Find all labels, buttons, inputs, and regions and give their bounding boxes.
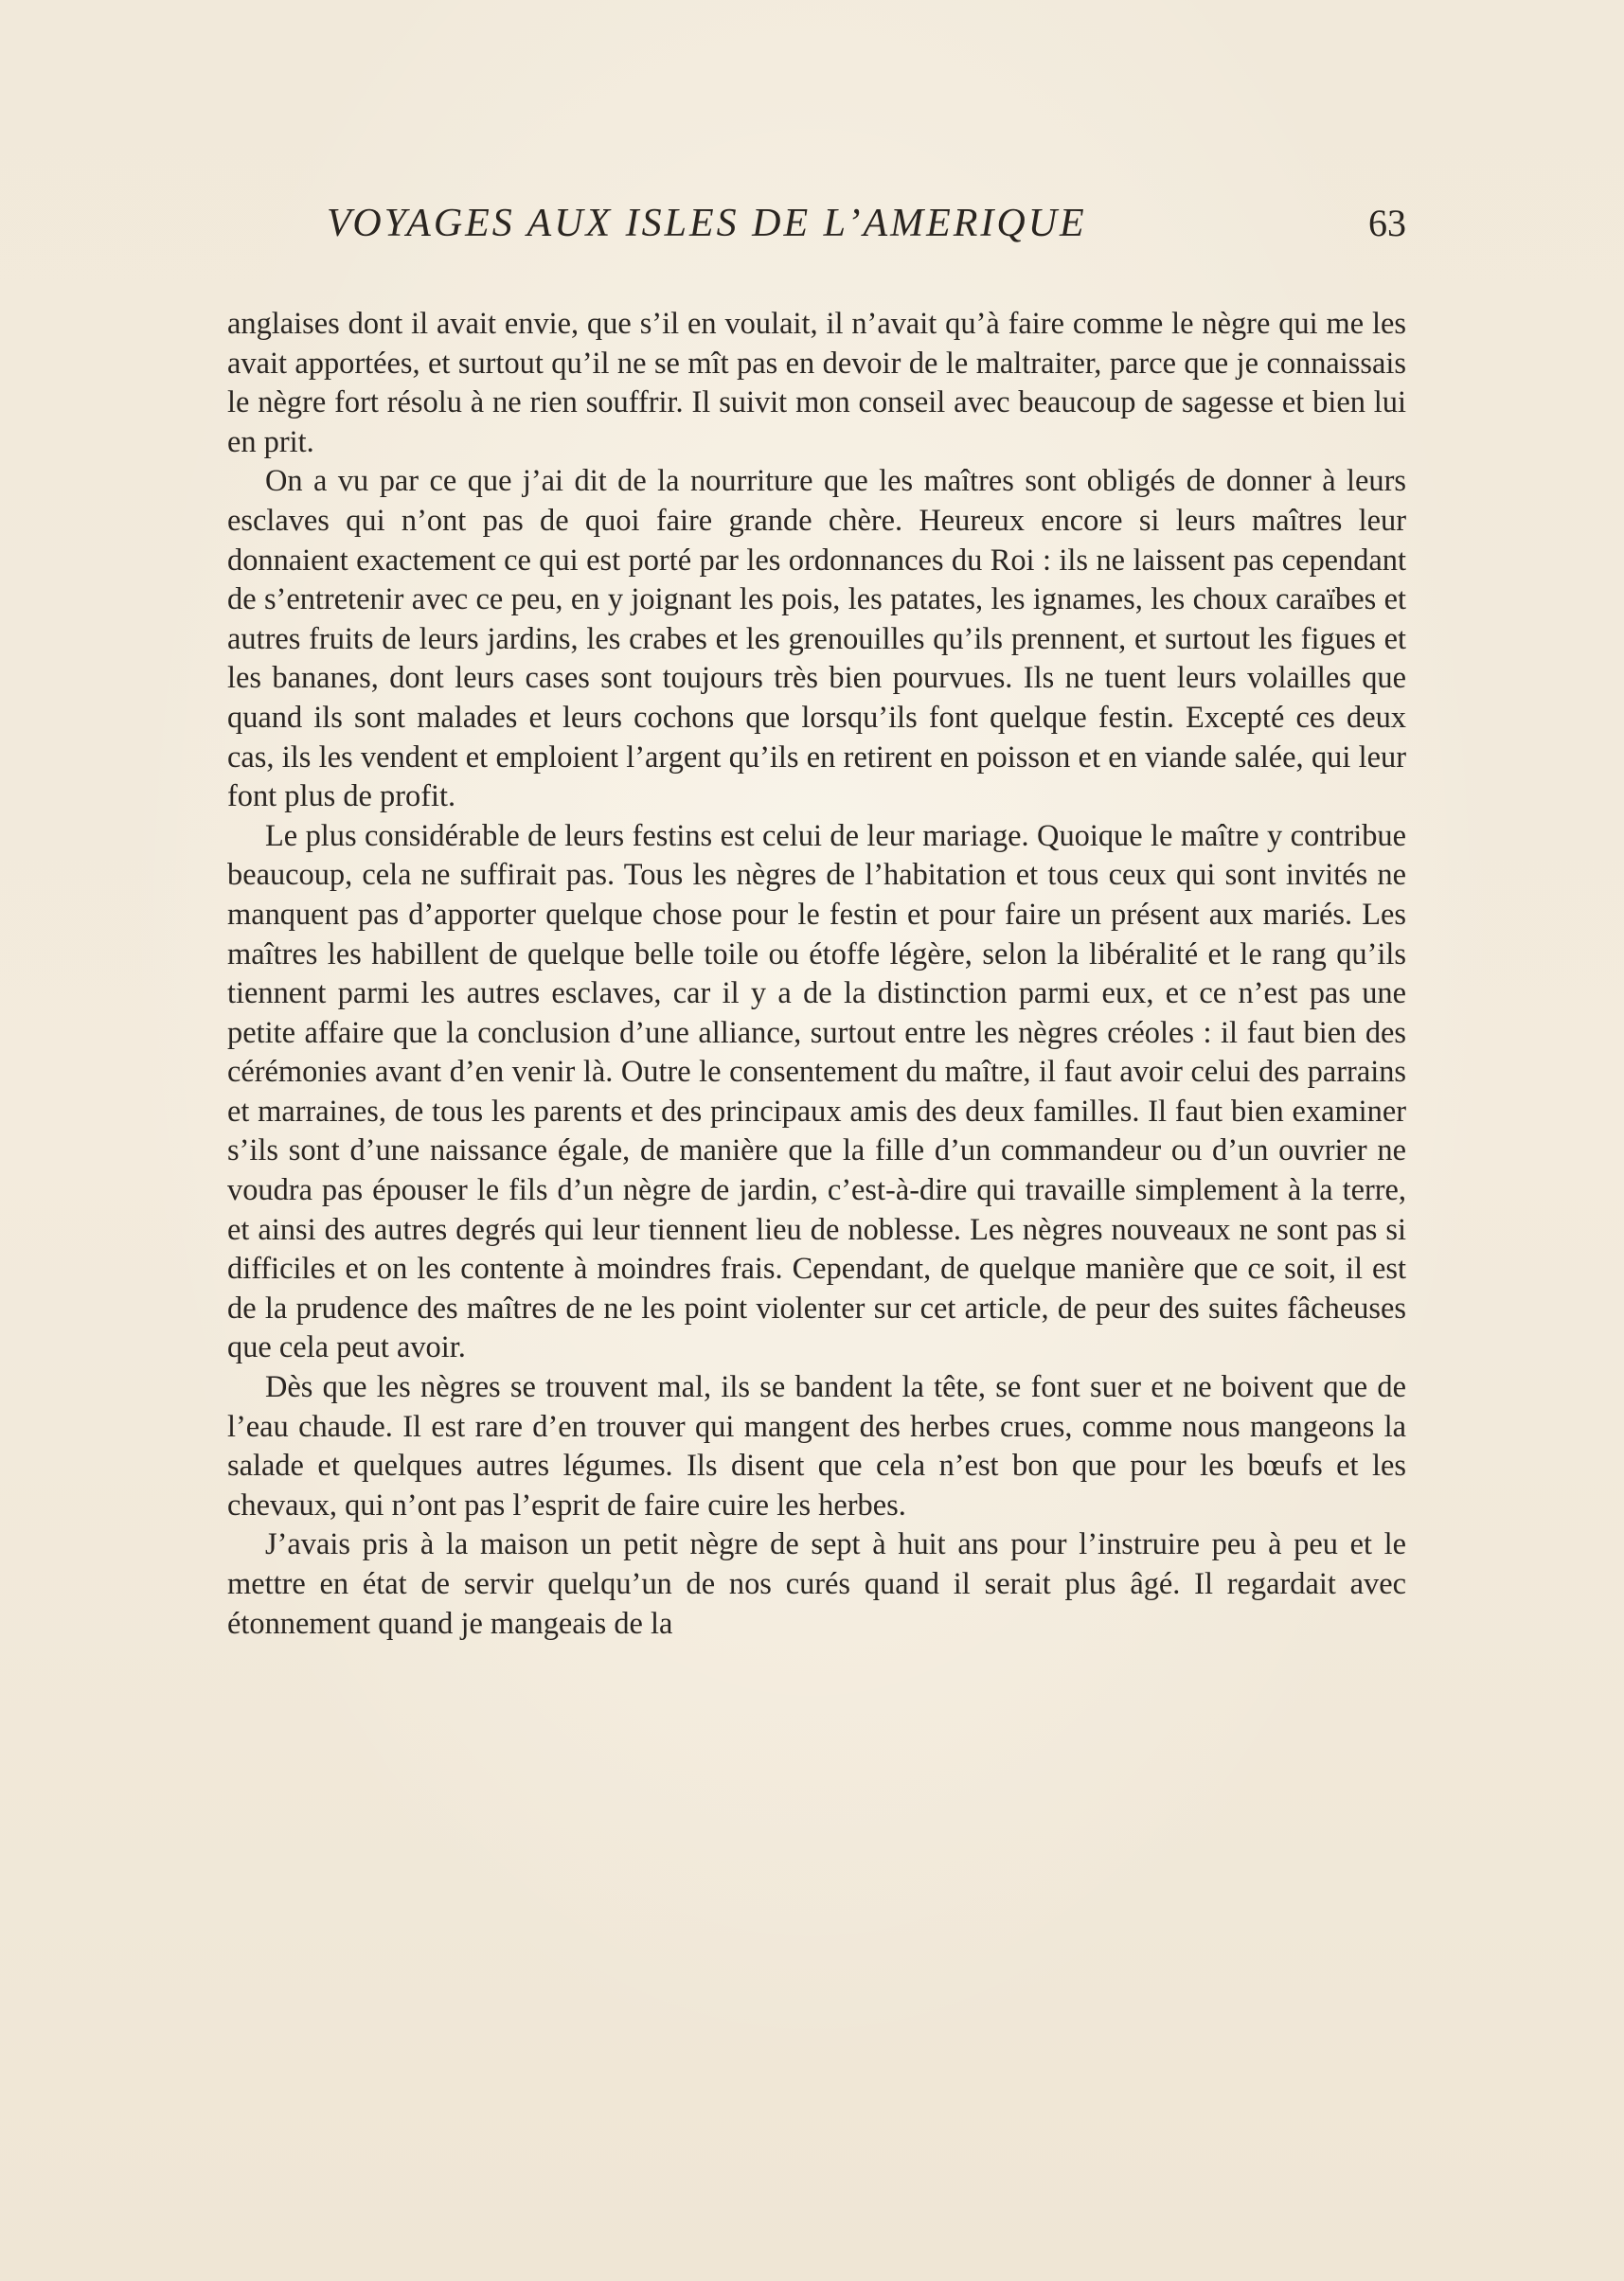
running-title: VOYAGES AUX ISLES DE L’AMERIQUE [327,202,1087,245]
body-text [227,305,1406,1644]
page-number: 63 [1368,202,1406,244]
paragraph-continuation: anglaises dont il avait envie, que s’il en voulait, il n’avait qu’à faire comme le nègre qui me les avait apportées, et surtout qu’il ne se mît pas en devoir de le maltraiter, parce que je connaissais le nègre fort résolu à ne rien souffrir. Il suivit mon conseil avec beaucoup de sagesse et bien lui en prit. [227,307,1406,459]
paragraph-food: On a vu par ce que j’ai dit de la nourriture que les maîtres sont obligés de donner à leurs esclaves qui n’ont pas de quoi faire grande chère. Heureux encore si leurs maîtres leur donnaient exactement ce qui est porté par les ordonnances du Roi : ils ne laissent pas cependant de s’entretenir avec ce peu, en y joignant les pois, les patates, les ignames, les choux caraïbes et autres fruits de leurs jardins, les crabes et les grenouilles qu’ils prennent, et surtout les figues et les bananes, dont leurs cases sont toujours très bien pourvues. Ils ne tuent leurs volailles que quand ils sont malades et leurs cochons que lorsqu’ils font quelque festin. Excepté ces deux cas, ils les vendent et emploient l’argent qu’ils en retirent en poisson et en viande salée, qui leur font plus de profit. [227,464,1406,814]
paragraph-marriage: Le plus considérable de leurs festins est celui de leur mariage. Quoique le maître y contribue beaucoup, cela ne suffirait pas. Tous les nègres de l’habitation et tous ceux qui sont invités ne manquent pas d’apporter quelque chose pour le festin et pour faire un présent aux mariés. Les maîtres les habillent de quelque belle toile ou étoffe légère, selon la libéralité et le rang qu’ils tiennent parmi les autres esclaves, car il y a de la distinction parmi eux, et ce n’est pas une petite affaire que la conclusion d’une alliance, surtout entre les nègres créoles : il faut bien des cérémonies avant d’en venir là. Outre le consentement du maître, il faut avoir celui des parrains et marraines, de tous les parents et des principaux amis des deux familles. Il faut bien examiner s’ils sont d’une naissance égale, de manière que la fille d’un commandeur ou d’un ouvrier ne voudra pas épouser le fils d’un nègre de jardin, c’est-à-dire qui travaille simplement à la terre, et ainsi des autres degrés qui leur tiennent lieu de noblesse. Les nègres nouveaux ne sont pas si difficiles et on les contente à moindres frais. Cependant, de quelque manière que ce soit, il est de la prudence des maîtres de ne les point violenter sur cet article, de peur des suites fâcheuses que cela peut avoir. [227,818,1406,1365]
running-header [327,201,1406,258]
paragraph-illness: Dès que les nègres se trouvent mal, ils se bandent la tête, se font suer et ne boivent que de l’eau chaude. Il est rare d’en trouver qui mangent des herbes crues, comme nous mangeons la salade et quelques autres légumes. Ils disent que cela n’est bon que pour les bœufs et les chevaux, qui n’ont pas l’esprit de faire cuire les herbes. [227,1370,1406,1523]
paragraph-little-negro: J’avais pris à la maison un petit nègre de sept à huit ans pour l’instruire peu à peu et le mettre en état de servir quelqu’un de nos curés quand il serait plus âgé. Il regardait avec étonnement quand je mangeais de la [227,1527,1406,1641]
